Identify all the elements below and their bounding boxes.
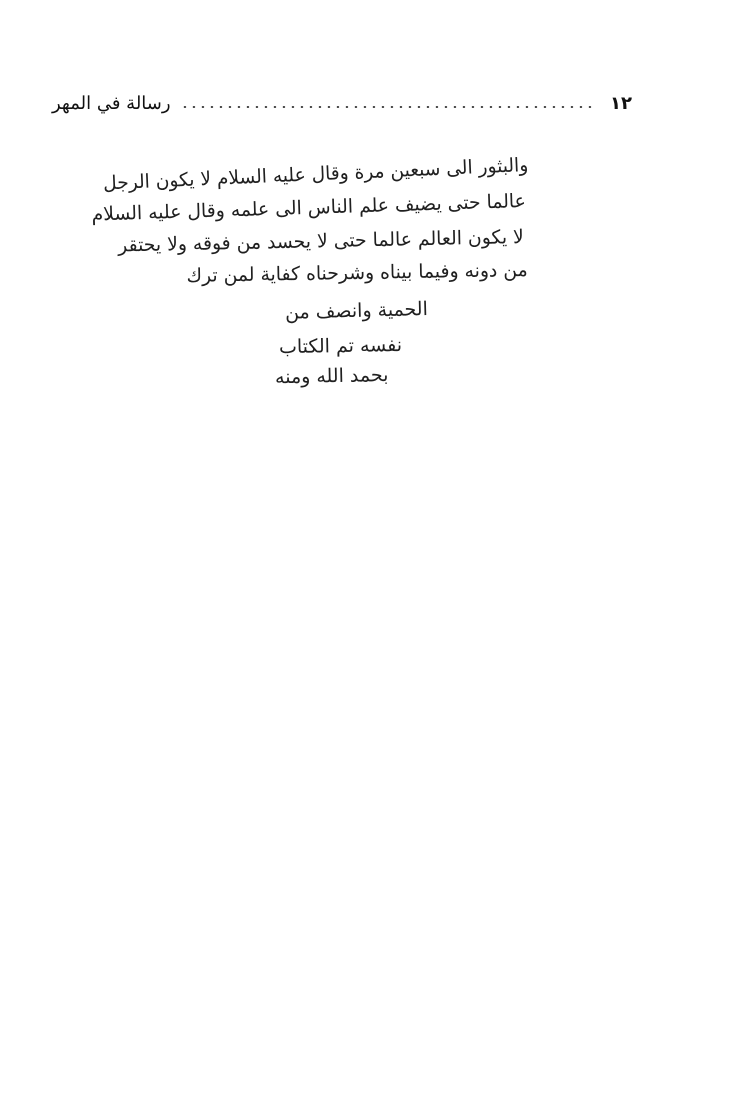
manuscript-line: نفسه تم الكتاب	[278, 334, 403, 359]
running-title: رسالة في المهر	[52, 92, 171, 114]
running-header	[52, 88, 632, 118]
manuscript-line: عالما حتى يضيف علم الناس الى علمه وقال عليه السلام	[91, 190, 527, 226]
page-number: ١٢	[610, 92, 632, 114]
manuscript-line: بحمد الله ومنه	[274, 364, 389, 389]
manuscript-line: من دونه وفيما بيناه وشرحناه كفاية لمن ترك	[186, 259, 529, 287]
manuscript-line: لا يكون العالم عالما حتى لا يحسد من فوقه ولا يحتقر	[118, 226, 525, 257]
manuscript-facsimile	[91, 148, 538, 408]
manuscript-line: والبثور الى سبعين مرة وقال عليه السلام لا يكون الرجل	[102, 154, 529, 195]
manuscript-line: الحمية وانصف من	[284, 298, 429, 324]
dotted-leader	[181, 106, 594, 108]
